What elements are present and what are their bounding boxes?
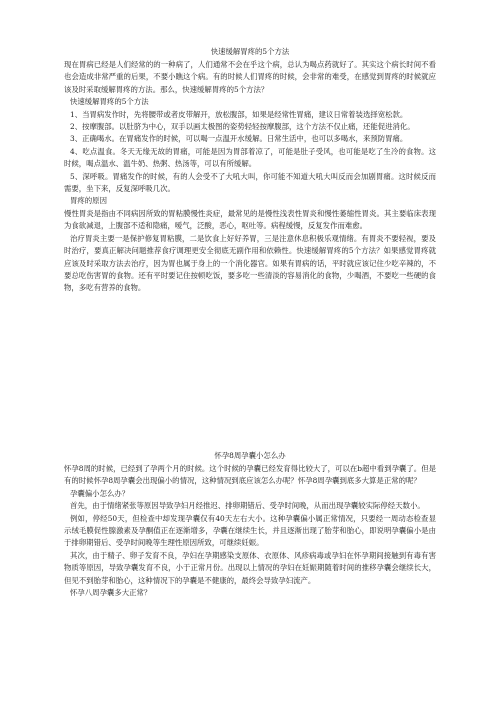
paragraph: 4、吃点温食。冬天无缘无故的胃痛，可能是因为胃部着凉了，可能是肚子受风，也可能是吃了生冷的食物。这时候，喝点温水、温牛奶、热粥、热汤等，可以有所缓解。 — [64, 146, 436, 169]
paragraph: 怀孕8周的时候，已经到了孕两个月的时候。这个时候的孕囊已经发育得比较大了，可以在b超中看到孕囊了。但是有的时候怀孕8周孕囊会出现偏小的情况，这种情况到底应该怎么办呢？怀孕8周孕囊到底多大算是正常的呢？ — [64, 464, 436, 486]
article-pregnancy — [64, 450, 436, 599]
paragraph: 慢性胃炎是指由不同病因所致的胃粘膜慢性炎症，最常见的是慢性浅表性胃炎和慢性萎缩性胃炎。其主要临床表现为食欲减退，上腹部不适和隐痛，嗳气，泛酸，恶心，呕吐等。病程缓慢，反复发作而难愈。 — [64, 208, 436, 231]
section-heading: 胃疼的原因 — [70, 196, 107, 206]
article-stomach-pain — [64, 46, 436, 295]
paragraph: 3、正确喝水。在胃痛发作的时候，可以喝一点温开水缓解。日常生活中，也可以多喝水，来预防胃痛。 — [70, 134, 408, 144]
article-title: 怀孕8周孕囊小怎么办 — [214, 451, 286, 460]
section-heading: 快速缓解胃疼的5个方法 — [70, 97, 149, 107]
section-heading: 孕囊偏小怎么办？ — [70, 488, 130, 498]
paragraph: 现在胃病已经是人们经常的的一种病了，人们通常不会在乎这个病，总认为喝点药就好了。其实这个病长时间不看也会造成非常严重的后果，不要小瞧这个病。有的时候人们胃疼的时候，会非常的难受，在感觉到胃疼的时候就应该及时采取缓解胃疼的方法。那么，快速缓解胃疼的5个方法？ — [64, 60, 436, 94]
paragraph: 其次，由于精子、卵子发育不良，孕妇在孕期感染支原体、衣原体、风疹病毒或孕妇在怀孕期间接触到有毒有害物质等原因，导致孕囊发育不良，小于正常月份。出现以上情况的孕妇在妊娠期随着时间的推移孕囊会继续长大，但见不到胎芽和胎心，这种情况下的孕囊是不健康的，最终会导致孕妇流产。 — [64, 550, 436, 585]
paragraph: 治疗胃炎主要一是保护修复胃粘膜，二是饮食上好好养胃，三是注意休息积极乐观情绪。有胃炎不要轻视，要及时治疗，要真正解决问题推荐食疗调理更安全彻底无副作用和依赖性。快速缓解胃疼的5个方法？如果感觉胃疼就应该及时采取方法去治疗，因为胃也属于身上的一个消化器官。如果有胃病的话，平时就应该记住少吃辛辣的，不要总吃伤害胃的食物。还有平时要记住按顿吃饭，要多吃一些清淡的容易消化的食物，少喝酒，不要吃一些硬的食物，多吃有营养的食物。 — [64, 233, 436, 293]
section-heading: 怀孕八周孕囊多大正常？ — [70, 588, 152, 598]
paragraph: 1、当胃病发作时，先将腰带或者皮带解开，放松腹部，如果是经常性胃痛，建议日常着装选择宽松款。 — [70, 109, 408, 119]
paragraph: 例如，停经50天，但检查中却发现孕囊仅有40天左右大小。这种孕囊偏小属正常情况，只要经一周动态检查显示绒毛膜促性腺激素及孕酮值正在逐渐增多，孕囊在继续生长，并且逐渐出现了胎芽和胎心，即说明孕囊偏小是由于排卵期错后、受孕时间晚等生理性原因所致，可继续妊娠。 — [64, 513, 436, 548]
paragraph: 首先，由于情绪紧张等原因导致孕妇月经推迟、排卵期错后、受孕时间晚，从而出现孕囊较实际停经天数小。 — [70, 501, 425, 511]
paragraph: 2、按摩腹部。以肚脐为中心，双手以画太极图的姿势轻轻按摩腹部，这个方法不仅止痛，还能促进消化。 — [70, 122, 415, 132]
article-title: 快速缓解胃疼的5个方法 — [210, 47, 290, 56]
paragraph: 5、深呼吸。胃痛发作的时候，有的人会受不了大吼大叫，你可能不知道大吼大叫反而会加剧胃痛。这时候反而需要，坐下来，反复深呼吸几次。 — [64, 171, 436, 194]
